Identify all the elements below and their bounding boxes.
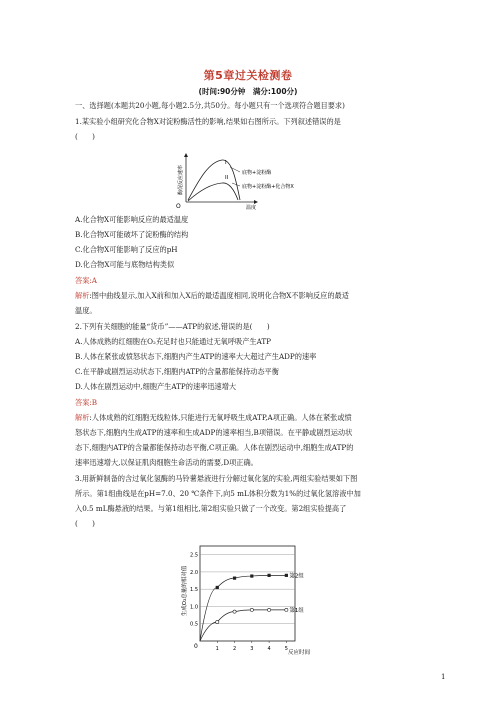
data-point xyxy=(250,608,253,611)
x-tick-label: 1 xyxy=(215,646,219,652)
q3-stem-4: ( ) xyxy=(75,519,95,528)
q1-x-arrow xyxy=(254,200,258,204)
data-point xyxy=(285,608,288,611)
q2-stem: 2.下列有关细胞的能量“货币”——ATP的叙述,错误的是( ) xyxy=(75,322,270,331)
section-heading: 一、选择题(本题共20小题,每小题2.5分,共50分。每小题只有一个选项符合题目要求) xyxy=(75,101,345,110)
q2-answer xyxy=(75,398,435,408)
page-number: 1 xyxy=(441,673,446,681)
x-tick-label: 3 xyxy=(250,646,254,652)
q1-explain-2: 温度。 xyxy=(75,306,97,315)
q3-xlabel: 反应时间 xyxy=(288,650,311,656)
q2-explain-text: :人体成熟的红细胞无线粒体,只能进行无氧呼吸生成ATP,A项正确。人体在紧张或愤 xyxy=(89,413,352,422)
q1-y-arrow xyxy=(184,153,188,157)
y-tick-label: 2.5 xyxy=(190,552,198,559)
q1-curve-2 xyxy=(188,183,238,201)
q1-curve2-label: II xyxy=(225,175,229,181)
q1-paren: ( ) xyxy=(75,132,95,141)
y-tick-label: 1.0 xyxy=(190,604,198,611)
q1-legend-2: 底物+淀粉酶+化合物X xyxy=(242,184,294,190)
q2-explain-3: 态下,细胞内ATP的含量都能保持动态平衡,C项正确。人体在剧烈运动中,细胞生成ATP的 xyxy=(75,443,354,452)
y-tick-label: 0.5 xyxy=(190,621,198,628)
q1-option-d: D.化合物X可能与底物结构类似 xyxy=(75,260,175,269)
exam-info: (时间:90分钟 满分:100分) xyxy=(198,87,298,96)
q1-answer-label: 答案 xyxy=(75,276,90,285)
q1-curve1-label: I xyxy=(225,160,227,166)
q1-ylabel: 酶促反应速率 xyxy=(178,164,184,196)
q3-stem-3: 入0.5 mL酶悬液的结果。与第1组相比,第2组实验只做了一个改变。第2组实验提高了 xyxy=(75,504,347,513)
series-label: 第1组 xyxy=(289,607,304,614)
y-tick-label: 2.0 xyxy=(190,569,198,576)
data-point xyxy=(285,574,288,577)
q1-answer-value: :A xyxy=(89,276,98,285)
q1-explain-text: :图中曲线显示,加入X前和加入X后的最适温度相同,说明化合物X不影响反应的最适 xyxy=(89,291,349,300)
q3-stem-2: 所示。第1组曲线是在pH=7.0、20 ℃条件下,向5 mL体积分数为1%的过氧化氢溶液中加 xyxy=(75,489,361,498)
q2-explain-2: 怒状态下,细胞内生成ATP的速率和生成ADP的速率相当,B项错误。在平静或剧烈运动状 xyxy=(75,428,353,437)
q3-ylabel: 生成O₂总量的相对值 xyxy=(182,565,188,617)
q1-leader-2 xyxy=(232,183,240,186)
q1-leader-1 xyxy=(230,167,240,172)
q1-answer xyxy=(75,276,435,286)
q2-explain-label: 解析 xyxy=(75,413,90,422)
data-point xyxy=(216,620,219,623)
q2-option-b: B.人体在紧张或愤怒状态下,细胞内产生ATP的速率大大超过产生ADP的速率 xyxy=(75,352,317,361)
data-point xyxy=(267,608,270,611)
q2-explain-1 xyxy=(75,413,435,423)
q2-answer-value: :B xyxy=(89,398,98,407)
plot-frame xyxy=(200,546,295,641)
q1-option-c: C.化合物X可能影响了反应的pH xyxy=(75,245,178,254)
data-point xyxy=(233,577,236,580)
x-tick-label: 5 xyxy=(284,646,288,652)
series-line xyxy=(200,610,286,641)
q3-stem-1: 3.用新鲜制备的含过氧化氢酶的马铃薯悬液进行分解过氧化氢的实验,两组实验结果如下图 xyxy=(75,474,358,483)
q2-option-a: A.人体成熟的红细胞在O₂充足时也只能通过无氧呼吸产生ATP xyxy=(75,337,271,346)
q1-figure xyxy=(172,152,342,212)
q1-origin: O xyxy=(176,203,181,210)
q3-chart xyxy=(176,536,326,658)
q1-xlabel: 温度 xyxy=(246,205,257,211)
q2-explain-4: 速率迅速增大,以保证肌肉细胞生命活动的需要,D项正确。 xyxy=(75,458,258,467)
data-point xyxy=(233,610,236,613)
x-tick-label: 4 xyxy=(267,646,271,652)
q1-explain-1 xyxy=(75,291,435,301)
q1-curve-1 xyxy=(188,160,240,200)
series-label: 第2组 xyxy=(289,573,304,580)
y-tick-label: 1.5 xyxy=(190,587,198,594)
q1-option-a: A.化合物X可能影响反应的最适温度 xyxy=(75,215,189,224)
page-title: 第5章过关检测卷 xyxy=(203,69,293,82)
data-point xyxy=(267,574,270,577)
data-point xyxy=(216,586,219,589)
series-line xyxy=(200,575,286,641)
q1-legend-1: 底物+淀粉酶 xyxy=(242,170,272,176)
q1-explain-label: 解析 xyxy=(75,291,90,300)
q2-option-d: D.人体在剧烈运动中,细胞产生ATP的速率迅速增大 xyxy=(75,382,237,391)
q3-origin: 0 xyxy=(194,643,198,650)
q2-option-c: C.在平静或剧烈运动状态下,细胞内ATP的含量都能保持动态平衡 xyxy=(75,367,279,376)
q1-option-b: B.化合物X可能破坏了淀粉酶的结构 xyxy=(75,230,189,239)
data-point xyxy=(250,574,253,577)
q1-stem: 1.某实验小组研究化合物X对淀粉酶活性的影响,结果如右图所示。下列叙述错误的是 xyxy=(75,117,341,126)
x-tick-label: 2 xyxy=(232,646,237,652)
q2-answer-label: 答案 xyxy=(75,398,90,407)
